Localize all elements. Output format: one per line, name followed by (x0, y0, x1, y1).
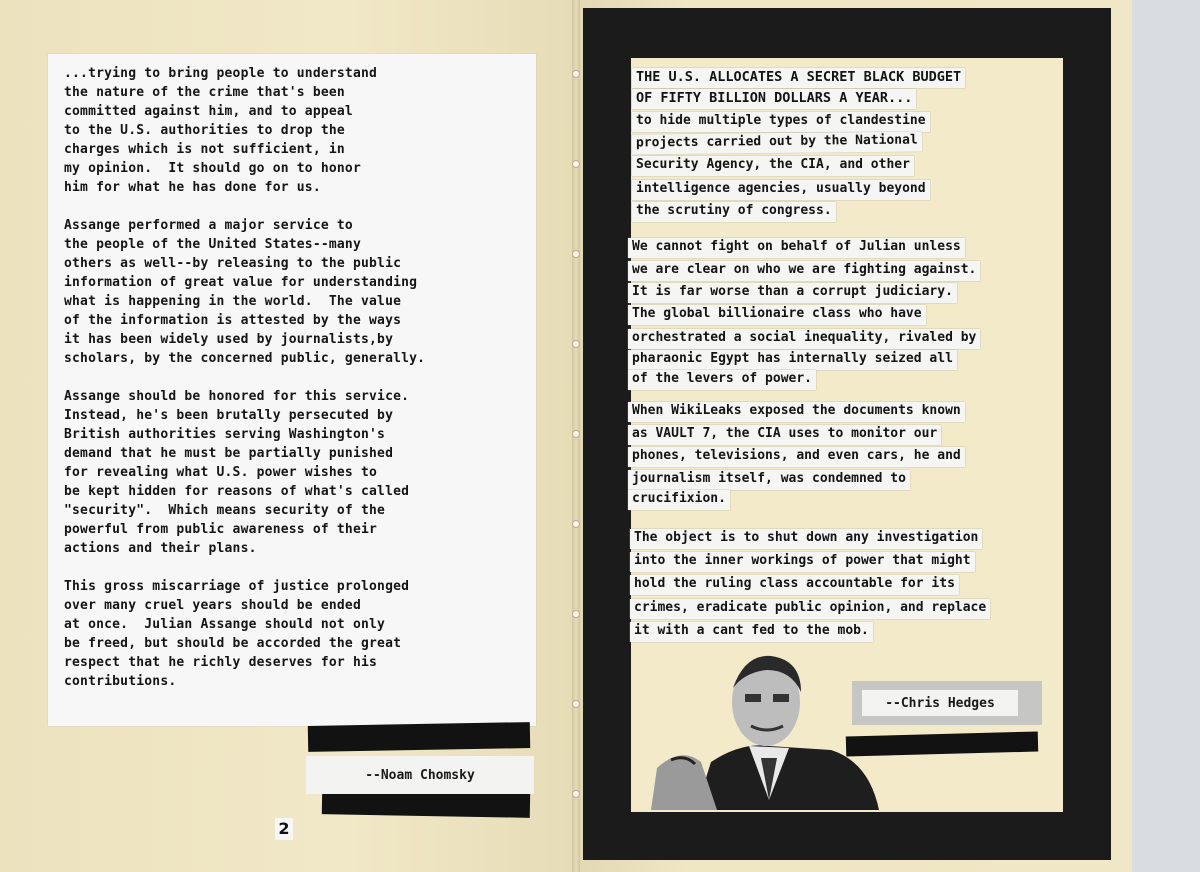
headline-line-1: THE U.S. ALLOCATES A SECRET BLACK BUDGET (632, 68, 965, 88)
page-number: 2 (275, 818, 293, 840)
text-strip: We cannot fight on behalf of Julian unless (628, 238, 965, 258)
text-strip: journalism itself, was condemned to (628, 470, 910, 490)
text-strip: projects carried out by the National (632, 131, 922, 154)
quote-paragraph-2: Assange performed a major service to the people of the United States--many others as well--by releasing to the public information of great value for understanding what is happening in the world. The value of the information is attested by the ways it has been widely used by journalists,by scholars, by the concerned public, generally. (64, 218, 426, 366)
hedges-attribution: --Chris Hedges (862, 690, 1018, 716)
scan-background (1132, 0, 1200, 872)
text-strip: The object is to shut down any investigation (630, 529, 982, 549)
stitch-hole (572, 160, 580, 168)
stitch-hole (572, 790, 580, 798)
chomsky-attribution: --Noam Chomsky (306, 756, 534, 794)
text-strip: phones, televisions, and even cars, he and (628, 447, 965, 467)
text-strip: intelligence agencies, usually beyond (632, 180, 930, 200)
text-strip: crimes, eradicate public opinion, and replace (630, 599, 990, 619)
black-tape-top (308, 722, 530, 752)
text-strip: The global billionaire class who have (628, 305, 926, 325)
text-strip: It is far worse than a corrupt judiciary. (628, 283, 957, 303)
text-strip: hold the ruling class accountable for its (630, 575, 959, 595)
text-strip: pharaonic Egypt has internally seized all (628, 350, 957, 370)
text-strip: When WikiLeaks exposed the documents known (628, 402, 965, 422)
text-strip: as VAULT 7, the CIA uses to monitor our (628, 425, 941, 445)
stitch-hole (572, 70, 580, 78)
stitch-hole (572, 430, 580, 438)
quote-paragraph-3: Assange should be honored for this service. Instead, he's been brutally persecuted by British authorities serving Washington's demand that he must be partially punished for revealing what U.S. power wishes to be kept hidden for reasons of what's called "security". Which means security of the powerful from public awareness of their actions and their plans. (64, 389, 410, 556)
text-strip: crucifixion. (628, 490, 730, 510)
stitch-hole (572, 250, 580, 258)
text-strip: into the inner workings of power that might (630, 552, 975, 572)
quote-paragraph-4: This gross miscarriage of justice prolonged over many cruel years should be ended at once. Julian Assange should not only be freed, but should be accorded the great respect that he richly deserves for his contributions. (64, 579, 410, 689)
text-strip: the scrutiny of congress. (632, 202, 836, 222)
stitch-hole (572, 340, 580, 348)
text-strip: orchestrated a social inequality, rivaled by (628, 329, 980, 349)
stitch-hole (572, 700, 580, 708)
text-strip: it with a cant fed to the mob. (630, 622, 873, 642)
stitch-hole (572, 610, 580, 618)
text-strip: Security Agency, the CIA, and other (632, 156, 914, 176)
text-strip: to hide multiple types of clandestine (632, 112, 930, 132)
portrait-image (641, 650, 881, 810)
chomsky-quote (64, 64, 534, 710)
text-strip: we are clear on who we are fighting against. (628, 261, 980, 281)
headline-line-2: OF FIFTY BILLION DOLLARS A YEAR... (632, 89, 916, 109)
quote-paragraph-1: ...trying to bring people to understand the nature of the crime that's been committed against him, and to appeal to the U.S. authorities to drop the charges which is not sufficient, in my opinion. It should go on to honor him for what he has done for us. (64, 66, 378, 195)
text-strip: of the levers of power. (628, 370, 816, 390)
stitch-hole (572, 520, 580, 528)
